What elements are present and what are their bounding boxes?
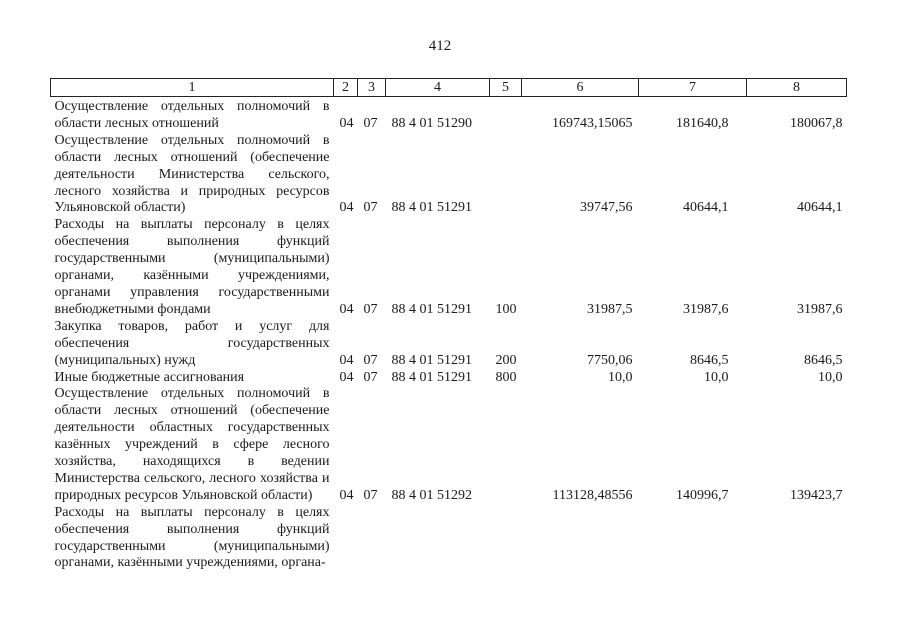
row-name: Осуществление отдельных полномочий в области лесных отношений (обеспечение деятельности областных государственных казённых учреждений в сфере лесного хозяйства, находящихся в ведении Министерства сельского, лесного хозяйства и природных ресурсов Ульяновской области) <box>54 386 330 503</box>
cell-amount-8: 139423,7 <box>790 487 843 503</box>
cell-amount-8: 40644,1 <box>797 200 843 216</box>
cell-expense-type <box>490 97 522 133</box>
cell-amount-7: 181640,8 <box>676 115 729 131</box>
cell-expense-type: 800 <box>495 369 517 385</box>
table-row <box>51 319 847 370</box>
cell-section: 04 <box>339 487 354 503</box>
table-row <box>51 505 847 573</box>
cell-subsection <box>358 505 386 573</box>
cell-amount-8: 10,0 <box>818 369 843 385</box>
cell-subsection: 07 <box>363 369 378 385</box>
cell-amount-7 <box>639 505 747 573</box>
cell-expense-type: 100 <box>495 301 517 317</box>
cell-subsection: 07 <box>363 200 378 216</box>
cell-amount-8: 31987,6 <box>797 301 843 317</box>
column-header-5: 5 <box>490 79 522 97</box>
cell-subsection: 07 <box>363 352 378 368</box>
cell-target-article: 88 4 01 51291 <box>391 369 472 385</box>
column-header-8: 8 <box>747 79 847 97</box>
budget-table <box>50 78 847 572</box>
cell-amount-6: 7750,06 <box>587 352 633 368</box>
column-number-header <box>51 79 847 97</box>
column-header-7: 7 <box>639 79 747 97</box>
row-name: Закупка товаров, работ и услуг для обеспечения государственных (муниципальных) нужд <box>54 318 330 368</box>
cell-amount-8 <box>747 505 847 573</box>
column-header-1: 1 <box>51 79 334 97</box>
cell-section: 04 <box>339 352 354 368</box>
cell-expense-type: 200 <box>495 352 517 368</box>
page-number: 412 <box>428 38 452 54</box>
cell-amount-8: 180067,8 <box>790 115 843 131</box>
column-header-3: 3 <box>358 79 386 97</box>
column-header-4: 4 <box>386 79 490 97</box>
row-name: Расходы на выплаты персоналу в целях обеспечения выполнения функций государственными (муниципальными) органами, казёнными учреждениями, органа- <box>54 504 330 571</box>
cell-section <box>334 505 358 573</box>
row-name: Расходы на выплаты персоналу в целях обеспечения выполнения функций государственными (муниципальными) органами, казёнными учреждениями, органами управления государственными внебюджетными фондами <box>54 217 330 317</box>
cell-target-article: 88 4 01 51291 <box>391 352 472 368</box>
column-header-2: 2 <box>334 79 358 97</box>
cell-amount-6: 10,0 <box>608 369 633 385</box>
cell-amount-7: 31987,6 <box>683 301 729 317</box>
cell-expense-type <box>490 505 522 573</box>
cell-amount-6: 39747,56 <box>580 200 633 216</box>
table-row <box>51 386 847 504</box>
cell-amount-8: 8646,5 <box>804 352 843 368</box>
cell-target-article: 88 4 01 51291 <box>391 301 472 317</box>
table-row <box>51 370 847 387</box>
table-row <box>51 97 847 133</box>
row-name: Осуществление отдельных полномочий в области лесных отношений (обеспечение деятельности Министерства сельского, лесного хозяйства и природных ресурсов Ульяновской области) <box>54 132 330 216</box>
cell-section: 04 <box>339 369 354 385</box>
column-header-6: 6 <box>522 79 639 97</box>
cell-expense-type <box>490 386 522 504</box>
cell-amount-6 <box>522 505 639 573</box>
cell-amount-6: 169743,15065 <box>552 115 633 131</box>
cell-subsection: 07 <box>363 301 378 317</box>
cell-section: 04 <box>339 301 354 317</box>
cell-amount-6: 113128,48556 <box>552 487 633 503</box>
table-row <box>51 217 847 318</box>
row-name: Осуществление отдельных полномочий в области лесных отношений <box>54 99 330 131</box>
table-row <box>51 133 847 218</box>
cell-amount-7: 10,0 <box>704 369 729 385</box>
cell-subsection: 07 <box>363 115 378 131</box>
cell-amount-7: 140996,7 <box>676 487 729 503</box>
cell-subsection: 07 <box>363 487 378 503</box>
cell-target-article <box>386 505 490 573</box>
cell-amount-7: 40644,1 <box>683 200 729 216</box>
row-name: Иные бюджетные ассигнования <box>54 369 245 385</box>
cell-amount-6: 31987,5 <box>587 301 633 317</box>
cell-section: 04 <box>339 115 354 131</box>
cell-amount-7: 8646,5 <box>690 352 729 368</box>
cell-section: 04 <box>339 200 354 216</box>
cell-expense-type <box>490 133 522 218</box>
cell-target-article: 88 4 01 51291 <box>391 200 472 216</box>
cell-target-article: 88 4 01 51290 <box>391 115 472 131</box>
cell-target-article: 88 4 01 51292 <box>391 487 472 503</box>
